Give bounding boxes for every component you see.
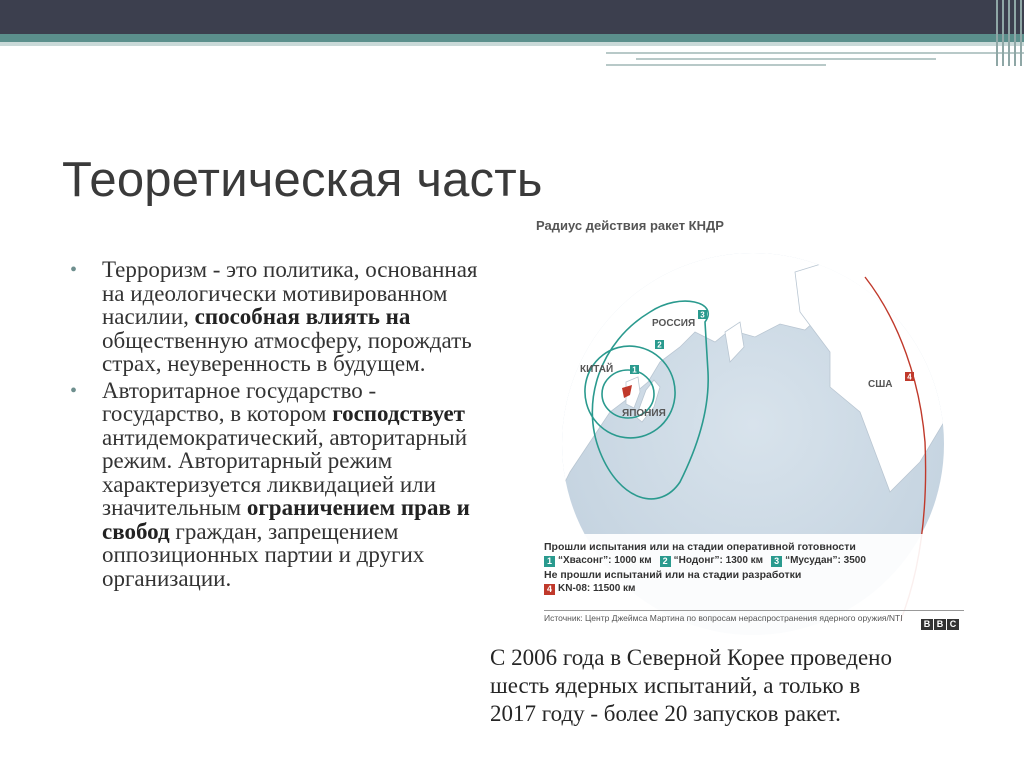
legend-item — [771, 554, 866, 568]
bullet-text: Терроризм - это политика, основанная на идеологически мотивированном насилии, — [102, 257, 478, 329]
header-band-dark — [0, 0, 1024, 34]
slide-title: Теоретическая часть — [62, 153, 543, 207]
legend-item — [544, 582, 635, 596]
bullet-text: общественную атмосферу, порождать страх, неуверенность в будущем. — [102, 327, 472, 376]
caption-line: 2017 году - более 20 запусков ракет. — [490, 701, 841, 726]
legend-item-text: “Нодонг”: 1300 км — [673, 555, 764, 566]
bullet-item-terrorism — [70, 258, 500, 376]
legend-badge: 1 — [544, 556, 555, 567]
legend-badge: 3 — [771, 556, 782, 567]
bullet-text: граждан, запрещением оппозиционных партии и других организации. — [102, 518, 425, 591]
header-band-teal — [0, 34, 1024, 42]
legend-item-text: “Мусудан”: 3500 — [785, 555, 866, 566]
bbc-logo-letter: B — [934, 619, 946, 630]
caption-text — [490, 644, 1010, 728]
map-title: Радиус действия ракет КНДР — [536, 218, 724, 233]
bullet-list — [70, 258, 500, 593]
bullet-text: антидемократический, авторитарный режим. Авторитарный режим характеризуется ликвидацией или значительным — [102, 424, 468, 520]
header-band — [0, 0, 1024, 70]
ring-badge-1-label: 1 — [632, 365, 637, 375]
label-usa: США — [868, 379, 893, 390]
header-band-lines — [606, 52, 1024, 70]
bullet-bold-text: способная влиять на — [194, 304, 411, 329]
legend-item — [660, 554, 763, 568]
bullet-item-authoritarian — [70, 379, 500, 591]
label-russia: РОССИЯ — [652, 318, 696, 329]
bullet-bold-text: ограничением прав и свобод — [102, 495, 470, 544]
map-legend — [544, 540, 944, 596]
legend-badge: 2 — [660, 556, 671, 567]
bbc-logo — [921, 619, 959, 630]
ring-badge-4-label: 4 — [907, 372, 912, 382]
caption-line: шесть ядерных испытаний, а только в — [490, 673, 861, 698]
legend-untested-header: Не прошли испытаний или на стадии разработки — [544, 569, 802, 581]
bbc-logo-letter: B — [921, 619, 933, 630]
map-source-note: Источник: Центр Джеймса Мартина по вопросам нераспространения ядерного оружия/NTI — [544, 610, 964, 624]
header-band-light — [0, 42, 1024, 46]
legend-tested-row — [544, 554, 944, 568]
bullet-bold-text: господствует — [332, 401, 465, 426]
legend-badge: 4 — [544, 584, 555, 595]
bullet-dot-icon: • — [70, 379, 78, 402]
legend-item-text: KN-08: 11500 км — [558, 583, 636, 594]
bbc-logo-letter: C — [947, 619, 959, 630]
ring-badge-2-label: 2 — [657, 340, 662, 350]
label-japan: ЯПОНИЯ — [622, 408, 666, 419]
legend-tested-header: Прошли испытания или на стадии оперативной готовности — [544, 541, 856, 553]
header-corner-ticks — [994, 0, 1024, 70]
caption-line: С 2006 года в Северной Корее проведено — [490, 645, 892, 670]
label-china: КИТАЙ — [580, 364, 614, 375]
bullet-dot-icon: • — [70, 259, 78, 281]
legend-item — [544, 554, 652, 568]
legend-untested-row — [544, 582, 944, 596]
bullet-text: Авторитарное государство - государство, в котором — [102, 377, 377, 426]
legend-item-text: “Хвасонг”: 1000 км — [558, 555, 652, 566]
ring-badge-3-label: 3 — [700, 310, 705, 320]
